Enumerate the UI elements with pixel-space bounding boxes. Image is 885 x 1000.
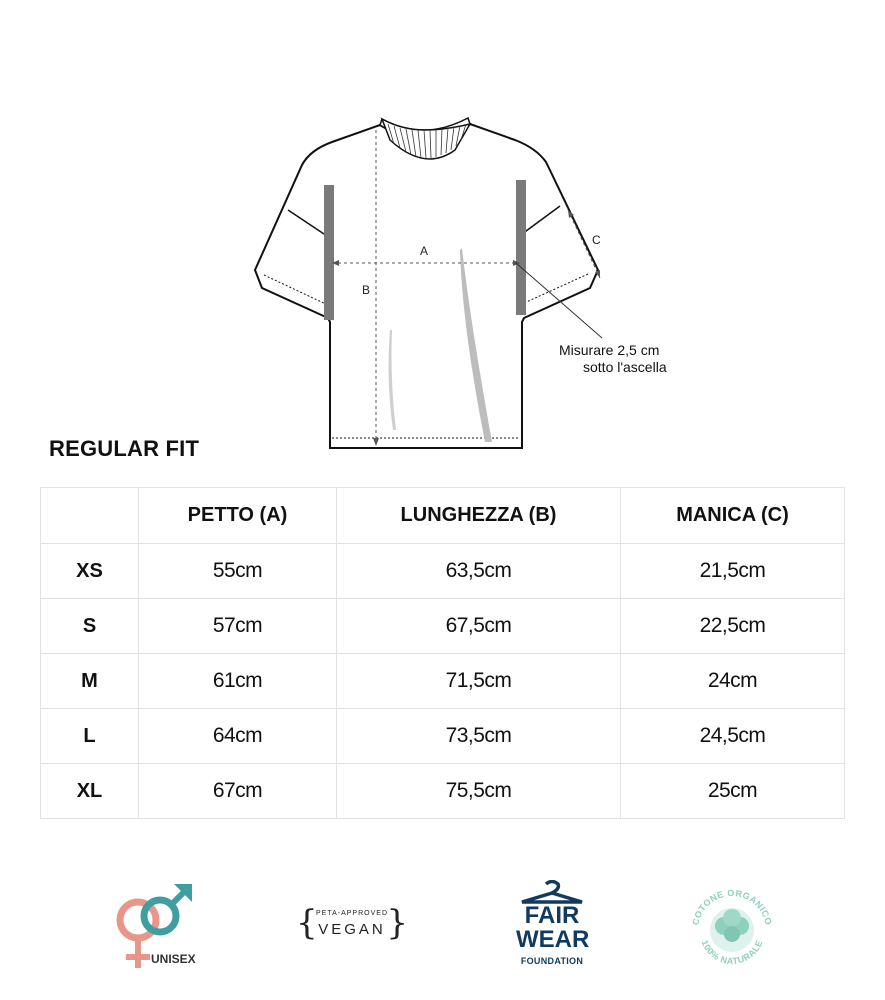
table-header-row: [41, 488, 845, 544]
manica-cell: 21,5cm: [621, 544, 845, 599]
fit-title: REGULAR FIT: [49, 436, 200, 461]
cotton-flower-icon: [684, 880, 780, 976]
organic-cotton-badge: [684, 880, 780, 976]
petto-cell: 61cm: [139, 654, 337, 709]
size-cell: M: [41, 654, 139, 709]
measure-note-line2: sotto l'ascella: [583, 359, 667, 375]
label-b: B: [362, 283, 371, 297]
table-row: [41, 544, 845, 599]
lunghezza-cell: 71,5cm: [337, 654, 621, 709]
measure-note-line1: Misurare 2,5 cm: [559, 342, 660, 358]
header-manica: MANICA (C): [621, 488, 845, 544]
cotone-bottom-label: 100% NATURALE: [699, 938, 765, 967]
hanger-icon: [516, 880, 588, 904]
table-row: [41, 764, 845, 819]
table-row: [41, 654, 845, 709]
vegan-top-label: PETA-APPROVED: [316, 910, 388, 917]
size-cell: XL: [41, 764, 139, 819]
table-row: [41, 709, 845, 764]
size-cell: L: [41, 709, 139, 764]
certification-badges: [0, 880, 885, 980]
label-a: A: [420, 244, 429, 258]
size-cell: XS: [41, 544, 139, 599]
unisex-label: UNISEX: [151, 952, 196, 966]
header-lunghezza: LUNGHEZZA (B): [337, 488, 621, 544]
cotone-top-label: COTONE ORGANICO: [690, 887, 774, 927]
petto-cell: 57cm: [139, 599, 337, 654]
lunghezza-cell: 73,5cm: [337, 709, 621, 764]
manica-cell: 24cm: [621, 654, 845, 709]
side-shade-left: [324, 185, 334, 320]
unisex-badge: [108, 880, 208, 975]
lunghezza-cell: 63,5cm: [337, 544, 621, 599]
table-row: [41, 599, 845, 654]
left-brace-icon: {: [296, 903, 318, 943]
fair-wear-line3: FOUNDATION: [520, 956, 584, 966]
side-shade-right: [516, 180, 526, 315]
vegan-badge: [296, 902, 408, 962]
header-petto: PETTO (A): [139, 488, 337, 544]
petto-cell: 67cm: [139, 764, 337, 819]
size-chart-table: [40, 487, 845, 819]
manica-cell: 22,5cm: [621, 599, 845, 654]
fair-wear-line1: FAIR: [524, 902, 580, 929]
petto-cell: 55cm: [139, 544, 337, 599]
fair-wear-badge: [516, 880, 588, 975]
header-size: [41, 488, 139, 544]
label-c: C: [592, 233, 601, 247]
right-brace-icon: }: [386, 903, 408, 943]
manica-cell: 25cm: [621, 764, 845, 819]
vegan-main-label: VEGAN: [318, 921, 386, 938]
manica-cell: 24,5cm: [621, 709, 845, 764]
lunghezza-cell: 67,5cm: [337, 599, 621, 654]
tshirt-outline: [255, 124, 598, 448]
fair-wear-line2: WEAR: [516, 926, 590, 953]
tshirt-measurement-diagram: [240, 110, 680, 455]
lunghezza-cell: 75,5cm: [337, 764, 621, 819]
petto-cell: 64cm: [139, 709, 337, 764]
size-cell: S: [41, 599, 139, 654]
